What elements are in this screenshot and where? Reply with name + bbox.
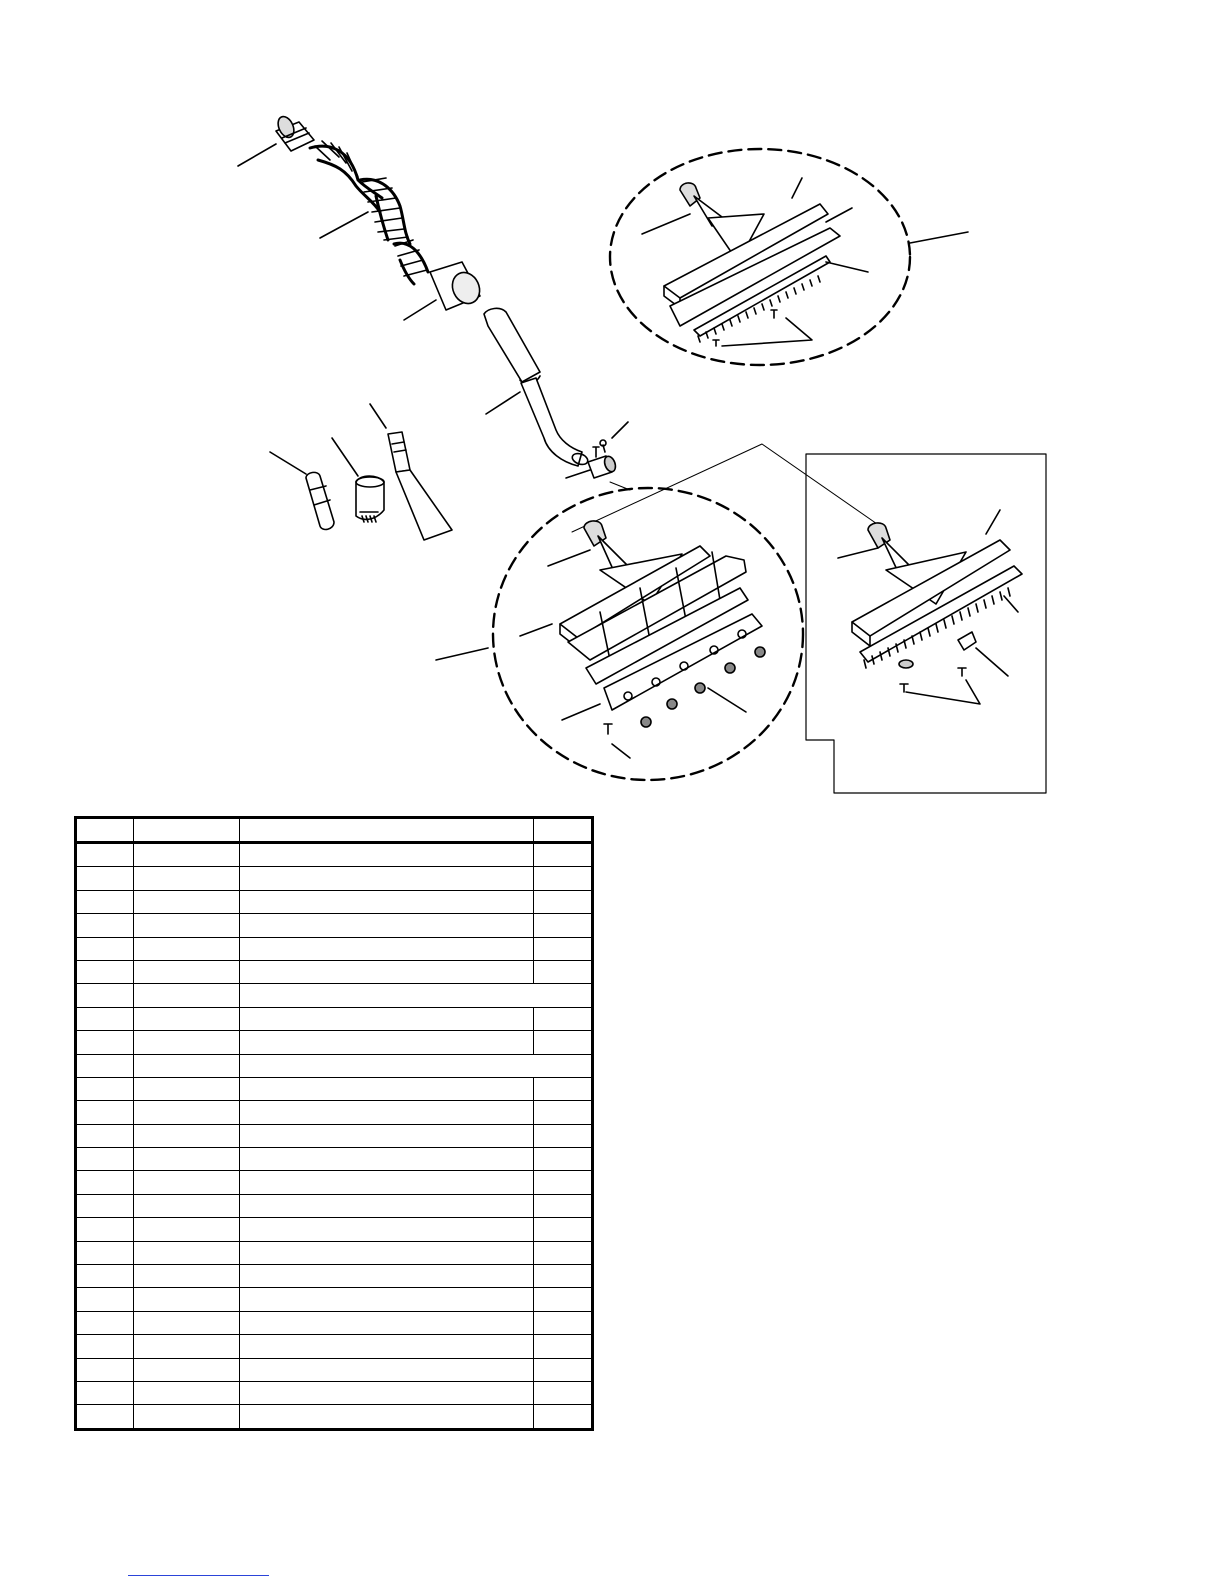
- table-row: [76, 1381, 593, 1404]
- cell-description: [239, 937, 533, 960]
- table-row: [76, 1335, 593, 1358]
- cell-part-no: [133, 1218, 239, 1241]
- parts-table-body: [76, 843, 593, 1430]
- cell-ref-no: [76, 843, 134, 867]
- cell-part-no: [133, 867, 239, 890]
- cell-ref-no: [76, 914, 134, 937]
- cell-qty: [534, 1007, 593, 1030]
- cell-part-no: [133, 1007, 239, 1030]
- cell-description: [239, 1101, 533, 1124]
- cell-description: [239, 1241, 533, 1264]
- cell-description: [239, 1171, 533, 1194]
- flexible-hose: [310, 141, 428, 284]
- cell-part-no: [133, 1381, 239, 1404]
- cell-part-no: [133, 960, 239, 983]
- cell-ref-no: [76, 1077, 134, 1100]
- wand-coupler: [588, 440, 617, 478]
- cell-ref-no: [76, 1171, 134, 1194]
- cell-part-no: [133, 984, 239, 1007]
- cell-part-no: [133, 1171, 239, 1194]
- cell-qty: [534, 890, 593, 913]
- cell-part-no: [133, 1405, 239, 1429]
- cell-ref-no: [76, 1405, 134, 1429]
- cell-description: [239, 914, 533, 937]
- cell-ref-no: [76, 1335, 134, 1358]
- cell-part-no: [133, 1148, 239, 1171]
- cell-ref-no: [76, 1194, 134, 1217]
- cell-part-no: [133, 914, 239, 937]
- cell-part-no: [133, 1265, 239, 1288]
- wand-lower: [521, 378, 589, 466]
- cell-qty: [534, 1381, 593, 1404]
- cell-description: [239, 1194, 533, 1217]
- cell-part-no: [133, 937, 239, 960]
- table-row: [76, 1194, 593, 1217]
- cell-ref-no: [76, 1124, 134, 1147]
- cell-qty: [534, 1288, 593, 1311]
- cell-ref-no: [76, 1148, 134, 1171]
- cell-part-no: [133, 1335, 239, 1358]
- table-row: [76, 1007, 593, 1030]
- cell-description: [239, 1335, 533, 1358]
- cell-qty: [534, 1265, 593, 1288]
- header-qty: [534, 818, 593, 843]
- cell-description: [239, 1265, 533, 1288]
- crevice-tool: [388, 432, 452, 540]
- cell-description: [239, 984, 592, 1007]
- cell-description: [239, 1288, 533, 1311]
- cell-ref-no: [76, 960, 134, 983]
- wand-upper: [484, 308, 540, 383]
- cell-part-no: [133, 890, 239, 913]
- cell-description: [239, 960, 533, 983]
- cell-part-no: [133, 1311, 239, 1334]
- table-row: [76, 890, 593, 913]
- cell-part-no: [133, 1077, 239, 1100]
- cell-description: [239, 843, 533, 867]
- cell-part-no: [133, 843, 239, 867]
- cell-part-no: [133, 1031, 239, 1054]
- cell-qty: [534, 1124, 593, 1147]
- cell-qty: [534, 843, 593, 867]
- cell-ref-no: [76, 1101, 134, 1124]
- cell-ref-no: [76, 1311, 134, 1334]
- parts-table-header: [76, 818, 593, 843]
- floor-tool-top: [664, 183, 840, 346]
- table-row: [76, 1358, 593, 1381]
- table-row: [76, 1265, 593, 1288]
- table-row: [76, 1054, 593, 1077]
- table-row: [76, 960, 593, 983]
- cell-part-no: [133, 1358, 239, 1381]
- cell-part-no: [133, 1241, 239, 1264]
- cell-description: [239, 1381, 533, 1404]
- table-row: [76, 867, 593, 890]
- cell-qty: [534, 1194, 593, 1217]
- dusting-brush-tool: [356, 476, 384, 522]
- cell-description: [239, 1007, 533, 1030]
- cell-part-no: [133, 1101, 239, 1124]
- cell-qty: [534, 1218, 593, 1241]
- hose-cuff-bottom: [430, 262, 485, 310]
- cell-description: [239, 1148, 533, 1171]
- cell-ref-no: [76, 1288, 134, 1311]
- table-row: [76, 984, 593, 1007]
- header-description: [239, 818, 533, 843]
- cell-part-no: [133, 1054, 239, 1077]
- cell-description: [239, 1124, 533, 1147]
- upholstery-tool-small: [306, 472, 334, 529]
- cell-qty: [534, 960, 593, 983]
- cell-qty: [534, 1311, 593, 1334]
- cell-qty: [534, 1241, 593, 1264]
- floor-tool-blades: [560, 521, 765, 734]
- table-row: [76, 937, 593, 960]
- cell-ref-no: [76, 1007, 134, 1030]
- cell-description: [239, 1358, 533, 1381]
- cell-ref-no: [76, 867, 134, 890]
- cell-qty: [534, 867, 593, 890]
- cell-ref-no: [76, 1381, 134, 1404]
- cell-qty: [534, 1031, 593, 1054]
- cell-qty: [534, 1405, 593, 1429]
- parts-list-table: [74, 816, 594, 1431]
- cell-description: [239, 1031, 533, 1054]
- cell-qty: [534, 1077, 593, 1100]
- cell-ref-no: [76, 1358, 134, 1381]
- cell-description: [239, 1054, 592, 1077]
- header-part-no: [133, 818, 239, 843]
- table-row: [76, 914, 593, 937]
- cell-ref-no: [76, 1031, 134, 1054]
- cell-description: [239, 1218, 533, 1241]
- cell-part-no: [133, 1288, 239, 1311]
- table-row: [76, 1311, 593, 1334]
- cell-ref-no: [76, 1054, 134, 1077]
- cell-description: [239, 1405, 533, 1429]
- cell-description: [239, 1311, 533, 1334]
- cell-qty: [534, 1335, 593, 1358]
- cell-ref-no: [76, 937, 134, 960]
- table-row: [76, 1288, 593, 1311]
- cell-description: [239, 1077, 533, 1100]
- table-row: [76, 1148, 593, 1171]
- floor-tool-brush: [852, 523, 1022, 704]
- cell-qty: [534, 1148, 593, 1171]
- table-row: [76, 843, 593, 867]
- cell-ref-no: [76, 984, 134, 1007]
- table-row: [76, 1171, 593, 1194]
- cell-part-no: [133, 1124, 239, 1147]
- table-row: [76, 1124, 593, 1147]
- cell-qty: [534, 1171, 593, 1194]
- cell-qty: [534, 914, 593, 937]
- cell-ref-no: [76, 1265, 134, 1288]
- table-row: [76, 1241, 593, 1264]
- cell-qty: [534, 1101, 593, 1124]
- cell-ref-no: [76, 1218, 134, 1241]
- table-row: [76, 1218, 593, 1241]
- table-row: [76, 1101, 593, 1124]
- cell-part-no: [133, 1194, 239, 1217]
- table-row: [76, 1405, 593, 1429]
- footer-link[interactable]: [128, 1575, 269, 1576]
- cell-description: [239, 890, 533, 913]
- table-row: [76, 1077, 593, 1100]
- cell-qty: [534, 937, 593, 960]
- cell-qty: [534, 1358, 593, 1381]
- hose-cuff-top: [275, 114, 314, 151]
- table-row: [76, 1031, 593, 1054]
- cell-description: [239, 867, 533, 890]
- cell-ref-no: [76, 890, 134, 913]
- header-ref-no: [76, 818, 134, 843]
- cell-ref-no: [76, 1241, 134, 1264]
